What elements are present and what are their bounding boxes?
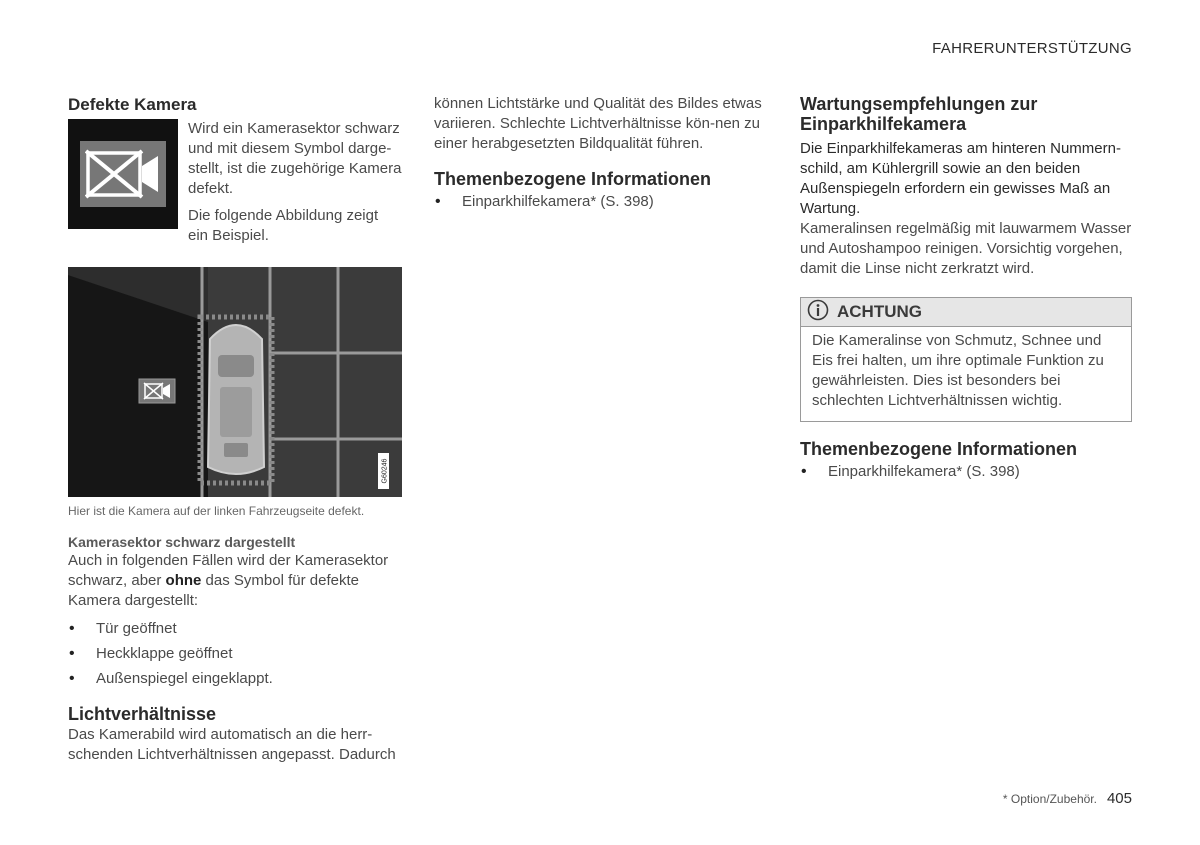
section-label: FAHRERUNTERSTÜTZUNG bbox=[932, 40, 1132, 57]
page-number: 405 bbox=[1106, 790, 1132, 807]
continued-paragraph: können Lichtstärke und Qualität des Bildes etwas variieren. Schlechte Lichtverhältnisse kön-nen zu einer herabgesetzten Bildqualität führen. bbox=[434, 95, 762, 152]
maintenance-care: Kameralinsen regelmäßig mit lauwarmem Wasser und Autoshampoo reinigen. Vorsichtig vorgehen, damit die Linse nicht zerkratzt wird. bbox=[800, 220, 1132, 277]
list-item: • Tür geöffnet bbox=[68, 619, 402, 639]
related-list bbox=[800, 462, 1132, 482]
heading-light-conditions: Lichtverhältnisse bbox=[68, 704, 217, 724]
column-left bbox=[68, 94, 402, 765]
warning-text: Die Kameralinse von Schmutz, Schnee und Eis frei halten, um ihre optimale Funktion zu gewährleisten. Dies ist besonders bei schlechten Lichtverhältnissen wichtig. bbox=[812, 332, 1104, 409]
figure-code: G60246 bbox=[381, 458, 389, 484]
icon-description bbox=[188, 119, 402, 246]
list-item: • Heckklappe geöffnet bbox=[68, 644, 402, 664]
heading-maintenance: Wartungsempfehlungen zur Einparkhilfekamera bbox=[800, 94, 1038, 134]
warning-header bbox=[801, 298, 1131, 327]
related-link-parking-camera[interactable]: • Einparkhilfekamera* (S. 398) bbox=[800, 462, 1132, 482]
list-item: • Außenspiegel eingeklappt. bbox=[68, 669, 402, 689]
icon-text-1: Wird ein Kamerasektor schwarz und mit diesem Symbol darge-stellt, ist die zugehörige Kamera defekt. bbox=[188, 120, 402, 197]
heading-related-info: Themenbezogene Informationen bbox=[800, 439, 1078, 459]
info-icon bbox=[807, 299, 829, 326]
warning-body bbox=[801, 327, 1131, 421]
case-list bbox=[68, 619, 402, 689]
related-list bbox=[434, 192, 764, 212]
camera-view-illustration bbox=[68, 267, 402, 497]
footer bbox=[1003, 790, 1132, 807]
icon-explanation bbox=[68, 119, 402, 246]
heading-defective-camera: Defekte Kamera bbox=[68, 95, 197, 114]
emphasis-ohne: ohne bbox=[165, 572, 202, 589]
camera-defect-icon bbox=[80, 141, 166, 207]
maintenance-intro: Die Einparkhilfekameras am hinteren Nummern-schild, am Kühlergrill sowie an den beiden Außenspiegeln erfordern ein gewisses Maß an Wartung. bbox=[800, 140, 1121, 217]
black-sector-paragraph: Auch in folgenden Fällen wird der Kamerasektor schwarz, aber ohne das Symbol für defekte Kamera dargestellt: bbox=[68, 552, 389, 609]
light-paragraph: Das Kamerabild wird automatisch an die herr-schenden Lichtverhältnissen angepasst. Dadurch bbox=[68, 726, 396, 763]
footnote-option: * Option/Zubehör. bbox=[1002, 792, 1097, 806]
heading-related-info: Themenbezogene Informationen bbox=[434, 169, 712, 189]
related-link-parking-camera[interactable]: • Einparkhilfekamera* (S. 398) bbox=[434, 192, 764, 212]
column-right bbox=[800, 94, 1132, 482]
column-middle bbox=[434, 94, 764, 212]
subheading-black-sector: Kamerasektor schwarz dargestellt bbox=[68, 534, 296, 550]
warning-title: ACHTUNG bbox=[837, 302, 922, 321]
icon-text-2: Die folgende Abbildung zeigt ein Beispiel. bbox=[188, 207, 379, 244]
camera-defect-icon-panel bbox=[68, 119, 178, 229]
warning-box bbox=[800, 297, 1132, 422]
figure-caption: Hier ist die Kamera auf der linken Fahrzeugseite defekt. bbox=[68, 504, 365, 518]
